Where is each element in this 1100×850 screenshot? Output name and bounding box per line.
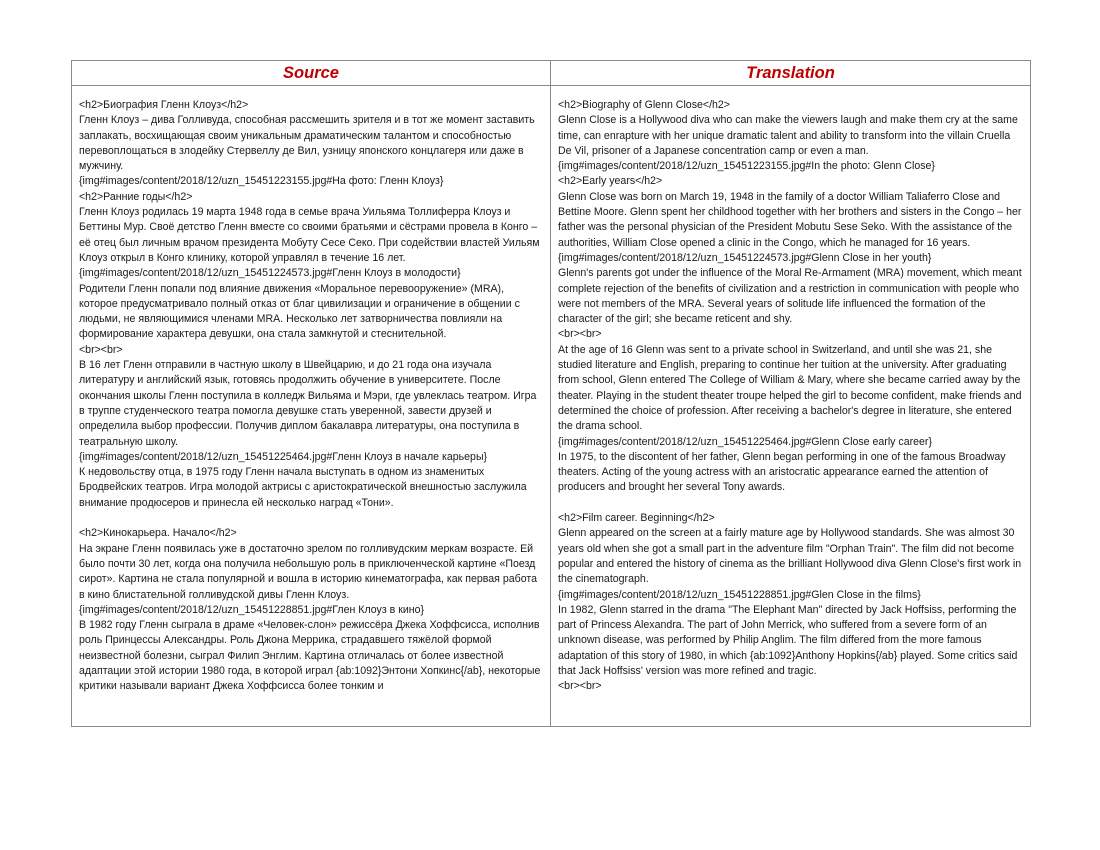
- paragraph: В 1982 году Гленн сыграла в драме «Человек-слон» режиссёра Джека Хоффсисса, исполнив роль Принцессы Александры. Роль Джона Меррика, страдавшего тяжёлой формой неизвестной болезни, сыграл Филип Энглим. Картина отличалась от более известной адаптации этой истории 1980 года, в которой играл {ab:1092}Энтони Хопкинс{/ab}, некоторые критики называли вариант Джека Хоффсисса более тонким и: [79, 619, 541, 693]
- header-row: [72, 61, 1031, 86]
- paragraph: {img#images/content/2018/12/uzn_15451225464.jpg#Гленн Клоуз в начале карьеры}: [79, 450, 488, 463]
- paragraph: {img#images/content/2018/12/uzn_15451223155.jpg#In the photo: Glenn Close}: [558, 160, 935, 173]
- paragraph: {img#images/content/2018/12/uzn_15451228851.jpg#Glen Close in the films}: [558, 588, 921, 601]
- paragraph: Glenn Close was born on March 19, 1948 in the family of a doctor William Taliaferro Close and Bettine Moore. Glenn spent her childhood together with her brothers and sisters in the Congo – her father was the personal physician of the President Mobutu Sese Seko. With the assistance of the authorities, William Close opened a clinic in the Congo, which he managed for 16 years.: [558, 190, 1022, 249]
- paragraph: {img#images/content/2018/12/uzn_15451223155.jpg#На фото: Гленн Клоуз}: [79, 175, 444, 188]
- paragraph: <h2>Биография Гленн Клоуз</h2>: [79, 99, 249, 111]
- bilingual-table: [71, 60, 1031, 727]
- translation-text: [558, 98, 1024, 695]
- paragraph: Родители Гленн попали под влияние движения «Моральное перевооружение» (MRA), которое предусматривало полный отказ от благ цивилизации и ограничение в общении с людьми, не являющимися членами MRA. Несколько лет затворничества повлияли на формирование характера девушки, она стала замкнутой и стеснительной.: [79, 282, 520, 341]
- paragraph: {img#images/content/2018/12/uzn_15451224573.jpg#Гленн Клоуз в молодости}: [79, 267, 461, 280]
- paragraph: <h2>Film career. Beginning</h2>: [558, 512, 715, 525]
- paragraph: {img#images/content/2018/12/uzn_15451225464.jpg#Glenn Close early career}: [558, 435, 932, 448]
- paragraph: {img#images/content/2018/12/uzn_15451228851.jpg#Глен Клоуз в кино}: [79, 603, 425, 616]
- paragraph: In 1975, to the discontent of her father, Glenn began performing in one of the famous Broadway theaters. Acting of the young actress with an aristocratic appearance earned the attention of producers and brought her several Tony awards.: [558, 450, 1006, 494]
- paragraph: В 16 лет Гленн отправили в частную школу в Швейцарию, и до 21 года она изучала литературу и английский язык, готовясь продолжить обучение в университете. После окончания школы Гленн поступила в колледж Вильяма и Мэри, где увлеклась театром. Игра в труппе студенческого театра помогла девушке стать уверенной, завести друзей и определила выбор профессии. Получив диплом бакалавра литературы, она поступила в театральную школу.: [79, 359, 537, 448]
- paragraph: Glenn Close is a Hollywood diva who can make the viewers laugh and make them cry at the same time, can enrapture with her unique dramatic talent and ability to transform into the villain Cruella De Vil, prisoner of a Japanese concentration camp or even a man.: [558, 114, 1018, 157]
- paragraph: Гленн Клоуз – дива Голливуда, способная рассмешить зрителя и в тот же момент заставить заплакать, восхищающая своим уникальным драматическим талантом и способностью перевоплощаться в злодейку Стервеллу де Вил, узницу японского концлагеря или даже в мужчину.: [79, 114, 535, 173]
- paragraph: К недовольству отца, в 1975 году Гленн начала выступать в одном из знаменитых Бродвейских театров. Игра молодой актрисы с аристократической внешностью заслужила внимание продюсеров и принесла ей несколько наград «Тони».: [79, 466, 527, 509]
- source-text: [79, 98, 544, 695]
- paragraph: Glenn appeared on the screen at a fairly mature age by Hollywood standards. She was almost 30 years old when she got a small part in the adventure film "Orphan Train". The film did not become popular and entered the history of cinema as the brilliant Hollywood diva Glenn Close's first work in the cinematograph.: [558, 527, 1022, 586]
- paragraph: <h2>Early years</h2>: [558, 175, 663, 188]
- source-header: Source: [72, 61, 551, 86]
- paragraph: [558, 496, 1024, 511]
- paragraph: <h2>Biography of Glenn Close</h2>: [558, 99, 730, 111]
- paragraph: <h2>Ранние годы</h2>: [79, 190, 193, 203]
- translation-cell: [551, 86, 1031, 727]
- paragraph: На экране Гленн появилась уже в достаточно зрелом по голливудским меркам возрасте. Ей было почти 30 лет, когда она получила небольшую роль в приключенческой картине «Поезд сирот». Картина не стала популярной и вошла в историю кинематографа, как первая работа в кино блистательной голливудской дивы Гленн Клоуз.: [79, 542, 537, 601]
- paragraph: {img#images/content/2018/12/uzn_15451224573.jpg#Glenn Close in her youth}: [558, 251, 932, 264]
- paragraph: In 1982, Glenn starred in the drama "The Elephant Man" directed by Jack Hoffsiss, performing the part of Princess Alexandra. The part of John Merrick, who suffered from a severe form of an unknown disease, was performed by Philip Anglim. The film differed from the more famous adaptation of this story of 1980, in which {ab:1092}Anthony Hopkins{/ab} played. Some critics said that Jack Hoffsiss' version was more refined and tragic.: [558, 603, 1018, 677]
- paragraph: At the age of 16 Glenn was sent to a private school in Switzerland, and until she was 21, she studied literature and English, preparing to continue her tuition at the university. After graduating from school, Glenn entered The College of William & Mary, where she became carried away by the theater. Playing in the student theater troupe helped the girl to become confident, make friends and determined the choice of profession. After receiving a bachelor's degree in literature, she entered the drama school.: [558, 343, 1022, 433]
- paragraph: Гленн Клоуз родилась 19 марта 1948 года в семье врача Уильяма Толлиферра Клоуз и Беттины Мур. Своё детство Гленн вместе со своими братьями и сёстрами провела в Конго – её отец был личным врачом президента Мобуту Сесе Секо. При содействии властей Уильям Клоуз открыл в Конго клинику, которой управлял в течение 16 лет.: [79, 206, 540, 264]
- paragraph: <br><br>: [558, 680, 602, 693]
- paragraph: <br><br>: [79, 343, 123, 356]
- translation-header: Translation: [551, 61, 1031, 86]
- content-row: [72, 86, 1031, 727]
- paragraph: <h2>Кинокарьера. Начало</h2>: [79, 527, 237, 540]
- paragraph: Glenn's parents got under the influence of the Moral Re-Armament (MRA) movement, which meant complete rejection of the benefits of civilization and a restriction in communication with people who were not members of the MRA. Several years of solitude life influenced the formation of the character of the girl; she became reticent and shy.: [558, 267, 1022, 326]
- paragraph: <br><br>: [558, 328, 602, 341]
- paragraph: [79, 511, 544, 526]
- source-cell: [72, 86, 551, 727]
